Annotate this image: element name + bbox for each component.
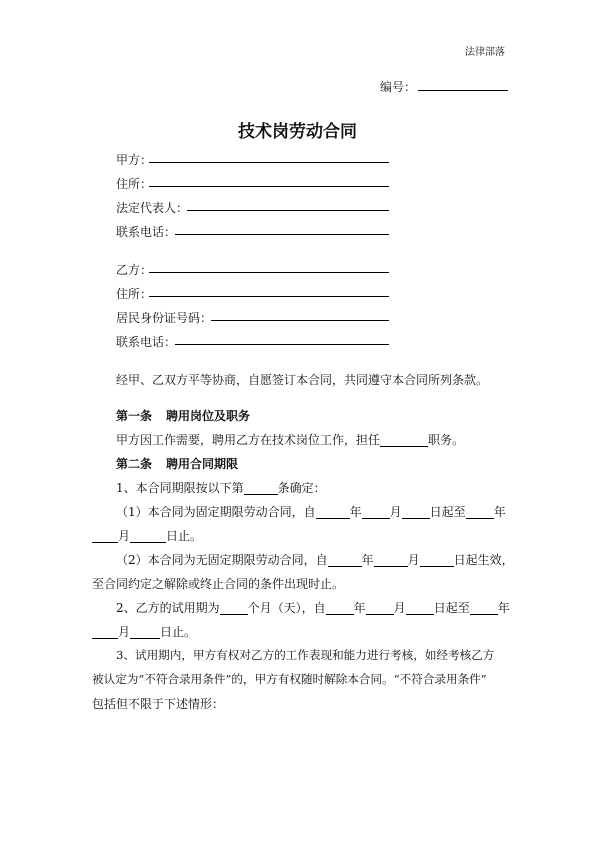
article-2-p1 bbox=[116, 479, 326, 496]
fixed-start-month-blank[interactable] bbox=[362, 506, 390, 519]
party-a-label: 甲方： bbox=[116, 153, 153, 167]
party-a-address-label: 住所： bbox=[116, 177, 153, 191]
party-a-rep-blank[interactable] bbox=[187, 210, 389, 211]
party-b-id-blank[interactable] bbox=[211, 320, 389, 321]
probation-start-day-blank[interactable] bbox=[406, 602, 434, 615]
article-2-p3-b: 年 bbox=[361, 553, 374, 567]
party-b-blank[interactable] bbox=[149, 272, 389, 273]
article-2-p5-line3: 包括但不限于下述情形： bbox=[92, 697, 225, 711]
article-2-p4 bbox=[116, 599, 510, 616]
article-1-title: 聘用岗位及职务 bbox=[166, 409, 251, 423]
article-2-p4-g: 月 bbox=[118, 625, 131, 639]
party-b-phone-label: 联系电话： bbox=[116, 335, 177, 349]
contract-number bbox=[380, 78, 508, 95]
article-2-p2-e: 年 bbox=[493, 505, 506, 519]
probation-end-day-blank[interactable] bbox=[130, 626, 160, 639]
open-start-day-blank[interactable] bbox=[420, 554, 454, 567]
open-start-month-blank[interactable] bbox=[374, 554, 408, 567]
article-1-text-b: 职务。 bbox=[428, 433, 465, 447]
probation-end-year-blank[interactable] bbox=[470, 602, 498, 615]
fixed-start-day-blank[interactable] bbox=[402, 506, 430, 519]
party-a-blank[interactable] bbox=[149, 162, 389, 163]
fixed-end-year-blank[interactable] bbox=[466, 506, 494, 519]
party-b-id-label: 居民身份证号码： bbox=[116, 311, 213, 325]
article-2-p2-f: 月 bbox=[118, 529, 131, 543]
article-2-p2-g: 日止。 bbox=[166, 529, 203, 543]
article-2-p4-f: 年 bbox=[497, 601, 510, 615]
term-option-blank[interactable] bbox=[244, 482, 278, 495]
intro-paragraph: 经甲、乙双方平等协商，自愿签订本合同，共同遵守本合同所列条款。 bbox=[116, 373, 489, 387]
article-2-p4-e: 日起至 bbox=[433, 601, 470, 615]
party-a-rep-label: 法定代表人： bbox=[116, 201, 189, 215]
page-title: 技术岗劳动合同 bbox=[238, 122, 357, 142]
article-2-p5-line1: 3、试用期内，甲方有权对乙方的工作表现和能力进行考核，如经考核乙方 bbox=[116, 648, 495, 662]
probation-period-blank[interactable] bbox=[220, 602, 248, 615]
fixed-end-day-blank[interactable] bbox=[130, 530, 166, 543]
probation-end-month-blank[interactable] bbox=[92, 626, 118, 639]
article-2-p1-b: 条确定： bbox=[277, 481, 326, 495]
position-blank[interactable] bbox=[380, 434, 428, 447]
party-b-address-label: 住所： bbox=[116, 287, 153, 301]
header-dept: 法律部落 bbox=[465, 47, 505, 58]
fixed-start-year-blank[interactable] bbox=[316, 506, 350, 519]
article-2-p2-c: 月 bbox=[389, 505, 402, 519]
contract-number-blank[interactable] bbox=[418, 80, 508, 91]
article-2-title: 聘用合同期限 bbox=[166, 457, 239, 471]
article-2-p5-line2: 被认定为“不符合录用条件”的，甲方有权随时解除本合同。“不符合录用条件” bbox=[92, 672, 487, 686]
article-2-p4-a: 2、乙方的试用期为 bbox=[116, 601, 220, 615]
article-2-p2-b: 年 bbox=[349, 505, 362, 519]
article-2-p3-cont: 至合同约定之解除或终止合同的条件出现时止。 bbox=[92, 577, 345, 591]
party-b-address-blank[interactable] bbox=[149, 296, 389, 297]
party-b-label: 乙方： bbox=[116, 263, 153, 277]
probation-start-month-blank[interactable] bbox=[366, 602, 394, 615]
article-2-p3-c: 月 bbox=[407, 553, 420, 567]
party-a-phone-blank[interactable] bbox=[175, 234, 389, 235]
article-2-p3-a: （2）本合同为无固定期限劳动合同，自 bbox=[116, 553, 328, 567]
article-1-heading bbox=[116, 407, 250, 424]
article-2-p1-a: 1、本合同期限按以下第 bbox=[116, 481, 244, 495]
article-2-p4-c: 年 bbox=[353, 601, 366, 615]
article-2-p2-d: 日起至 bbox=[429, 505, 466, 519]
probation-start-year-blank[interactable] bbox=[326, 602, 354, 615]
article-1-number: 第一条 bbox=[116, 409, 153, 423]
article-1-text-a: 甲方因工作需要，聘用乙方在技术岗位工作，担任 bbox=[116, 433, 381, 447]
article-2-p2-a: （1）本合同为固定期限劳动合同，自 bbox=[116, 505, 316, 519]
open-start-year-blank[interactable] bbox=[328, 554, 362, 567]
article-1-text bbox=[116, 431, 464, 448]
article-2-p2 bbox=[116, 503, 506, 520]
article-2-p3 bbox=[116, 551, 514, 568]
article-2-p3-d: 日起生效， bbox=[453, 553, 514, 567]
article-2-number: 第二条 bbox=[116, 457, 153, 471]
article-2-p4-h: 日止。 bbox=[160, 625, 197, 639]
article-2-p4-d: 月 bbox=[393, 601, 406, 615]
party-b-phone-blank[interactable] bbox=[175, 344, 389, 345]
article-2-heading bbox=[116, 455, 238, 472]
fixed-end-month-blank[interactable] bbox=[92, 530, 118, 543]
contract-number-label: 编号： bbox=[380, 80, 417, 94]
article-2-p2-cont bbox=[92, 527, 202, 544]
article-2-p4-cont bbox=[92, 623, 196, 640]
article-2-p4-b: 个月（天），自 bbox=[247, 601, 326, 615]
party-a-address-blank[interactable] bbox=[149, 186, 389, 187]
party-a-phone-label: 联系电话： bbox=[116, 225, 177, 239]
